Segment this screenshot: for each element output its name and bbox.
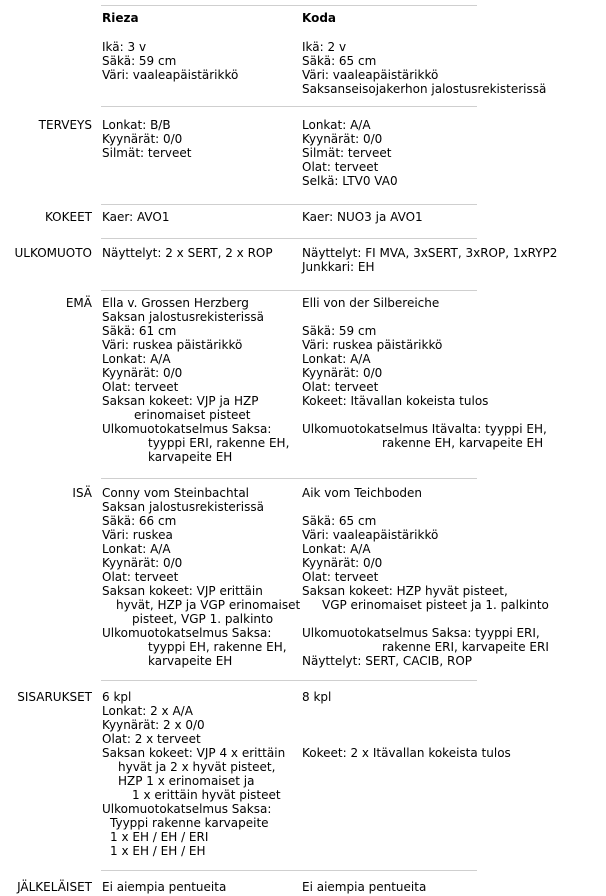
cell-line: Selkä: LTV0 VA0 bbox=[302, 174, 398, 188]
cell-line: Näyttelyt: 2 x SERT, 2 x ROP bbox=[102, 246, 273, 260]
cell-line: Väri: ruskea bbox=[102, 528, 173, 542]
cell-line: Ella v. Grossen Herzberg bbox=[102, 296, 249, 310]
ulkomuoto-rieza bbox=[102, 246, 273, 260]
isa-koda bbox=[302, 486, 549, 668]
cell-line: 1 x EH / EH / ERI bbox=[110, 830, 209, 844]
cell-line: Silmät: terveet bbox=[102, 146, 192, 160]
cell-gap bbox=[302, 732, 511, 746]
cell-line: Olat: terveet bbox=[302, 160, 379, 174]
isa-rieza bbox=[102, 486, 300, 668]
cell-line: Ulkomuotokatselmus Saksa: bbox=[102, 626, 272, 640]
row-label-terveys: TERVEYS bbox=[38, 118, 92, 132]
basic-koda bbox=[302, 40, 546, 96]
cell-line: Kyynärät: 0/0 bbox=[302, 366, 383, 380]
cell-line: Lonkat: A/A bbox=[302, 352, 371, 366]
cell-gap bbox=[302, 718, 511, 732]
cell-line: Näyttelyt: SERT, CACIB, ROP bbox=[302, 654, 473, 668]
cell-line: Kyynärät: 0/0 bbox=[302, 132, 383, 146]
cell-line: Ulkomuotokatselmus Itävalta: tyyppi EH, bbox=[302, 422, 547, 436]
separator bbox=[101, 204, 477, 205]
jalkelaiset-koda bbox=[302, 880, 426, 894]
cell-line: Saksan kokeet: VJP 4 x erittäin bbox=[102, 746, 286, 760]
cell-line: Saksan jalostusrekisterissä bbox=[102, 310, 264, 324]
cell-line: Lonkat: B/B bbox=[102, 118, 171, 132]
separator bbox=[101, 478, 477, 479]
cell-line: 1 x erittäin hyvät pisteet bbox=[132, 788, 281, 802]
ema-rieza bbox=[102, 296, 289, 464]
cell-line: Olat: terveet bbox=[302, 380, 379, 394]
cell-line: Aik vom Teichboden bbox=[302, 486, 423, 500]
cell-line: Lonkat: A/A bbox=[302, 542, 371, 556]
separator bbox=[101, 106, 477, 107]
kokeet-rieza bbox=[102, 210, 170, 224]
cell-line: Lonkat: A/A bbox=[302, 118, 371, 132]
cell-line: karvapeite EH bbox=[148, 450, 233, 464]
cell-line: hyvät, HZP ja VGP erinomaiset bbox=[116, 598, 301, 612]
cell-line: rakenne ERI, karvapeite ERI bbox=[382, 640, 549, 654]
cell-line: Väri: ruskea päistärikkö bbox=[102, 338, 243, 352]
separator bbox=[101, 870, 477, 871]
cell-line: Säkä: 59 cm bbox=[302, 324, 377, 338]
cell-line: Kyynärät: 0/0 bbox=[102, 556, 183, 570]
ulkomuoto-koda bbox=[302, 246, 557, 274]
cell-line: Ulkomuotokatselmus Saksa: bbox=[102, 422, 272, 436]
cell-line: Säkä: 66 cm bbox=[102, 514, 177, 528]
separator bbox=[101, 680, 477, 681]
cell-line: Ulkomuotokatselmus Saksa: bbox=[102, 802, 272, 816]
row-label-kokeet: KOKEET bbox=[44, 210, 92, 224]
cell-line: Ikä: 2 v bbox=[302, 40, 347, 54]
cell-line: Ei aiempia pentueita bbox=[102, 880, 227, 894]
cell-line: Elli von der Silbereiche bbox=[302, 296, 440, 310]
column-header-rieza: Rieza bbox=[102, 11, 139, 25]
cell-line: Kyynärät: 2 x 0/0 bbox=[102, 718, 205, 732]
separator-top bbox=[101, 5, 477, 6]
kokeet-koda bbox=[302, 210, 423, 224]
cell-line: 1 x EH / EH / EH bbox=[110, 844, 206, 858]
cell-line: erinomaiset pisteet bbox=[134, 408, 251, 422]
cell-line: tyyppi EH, rakenne EH, bbox=[148, 640, 287, 654]
cell-line: Saksan jalostusrekisterissä bbox=[102, 500, 264, 514]
sisarukset-rieza bbox=[102, 690, 285, 858]
cell-line: Kyynärät: 0/0 bbox=[102, 132, 183, 146]
ema-koda bbox=[302, 296, 547, 450]
cell-line: Junkkari: EH bbox=[302, 260, 375, 274]
separator bbox=[101, 238, 477, 239]
cell-line: Säkä: 65 cm bbox=[302, 54, 377, 68]
cell-line: Kaer: AVO1 bbox=[102, 210, 170, 224]
cell-line: Säkä: 59 cm bbox=[102, 54, 177, 68]
cell-line: 8 kpl bbox=[302, 690, 332, 704]
cell-line: Väri: ruskea päistärikkö bbox=[302, 338, 443, 352]
cell-gap bbox=[302, 500, 549, 514]
cell-line: Väri: vaaleapäistärikkö bbox=[102, 68, 239, 82]
cell-line: Saksan kokeet: VJP ja HZP bbox=[102, 394, 259, 408]
cell-line: Saksan kokeet: VJP erittäin bbox=[102, 584, 263, 598]
basic-rieza bbox=[102, 40, 238, 82]
cell-gap bbox=[302, 310, 547, 324]
cell-line: Conny vom Steinbachtal bbox=[102, 486, 250, 500]
cell-gap bbox=[302, 612, 549, 626]
cell-line: Säkä: 61 cm bbox=[102, 324, 177, 338]
row-label-isa: ISÄ bbox=[72, 486, 92, 500]
cell-line: Ikä: 3 v bbox=[102, 40, 147, 54]
row-label-sisarukset: SISARUKSET bbox=[17, 690, 92, 704]
cell-line: tyyppi ERI, rakenne EH, bbox=[148, 436, 290, 450]
row-label-jalkelaiset: JÄLKELÄISET bbox=[17, 880, 92, 894]
cell-line: Lonkat: 2 x A/A bbox=[102, 704, 193, 718]
cell-line: Saksanseisojakerhon jalostusrekisterissä bbox=[302, 82, 547, 96]
column-header-koda: Koda bbox=[302, 11, 337, 25]
cell-line: rakenne EH, karvapeite EH bbox=[382, 436, 544, 450]
cell-line: VGP erinomaiset pisteet ja 1. palkinto bbox=[322, 598, 549, 612]
cell-line: Lonkat: A/A bbox=[102, 352, 171, 366]
row-label-ulkomuoto: ULKOMUOTO bbox=[14, 246, 92, 260]
cell-line: karvapeite EH bbox=[148, 654, 233, 668]
cell-line: Näyttelyt: FI MVA, 3xSERT, 3xROP, 1xRYP2 bbox=[302, 246, 558, 260]
sisarukset-koda bbox=[302, 690, 511, 760]
cell-line: Ei aiempia pentueita bbox=[302, 880, 427, 894]
cell-line: hyvät ja 2 x hyvät pisteet, bbox=[118, 760, 276, 774]
cell-line: Kyynärät: 0/0 bbox=[102, 366, 183, 380]
row-label-ema: EMÄ bbox=[65, 296, 92, 310]
jalkelaiset-rieza bbox=[102, 880, 226, 894]
cell-line: Olat: terveet bbox=[102, 380, 179, 394]
cell-line: HZP 1 x erinomaiset ja bbox=[118, 774, 255, 788]
cell-line: Lonkat: A/A bbox=[102, 542, 171, 556]
cell-line: 6 kpl bbox=[102, 690, 132, 704]
cell-line: Olat: terveet bbox=[302, 570, 379, 584]
cell-line: Saksan kokeet: HZP hyvät pisteet, bbox=[302, 584, 508, 598]
cell-line: Kokeet: 2 x Itävallan kokeista tulos bbox=[302, 746, 511, 760]
terveys-koda bbox=[302, 118, 398, 188]
cell-line: Tyyppi rakenne karvapeite bbox=[110, 816, 269, 830]
separator bbox=[101, 290, 477, 291]
terveys-rieza bbox=[102, 118, 191, 160]
cell-line: Säkä: 65 cm bbox=[302, 514, 377, 528]
cell-line: Olat: 2 x terveet bbox=[102, 732, 201, 746]
cell-line: Olat: terveet bbox=[102, 570, 179, 584]
cell-line: Kokeet: Itävallan kokeista tulos bbox=[302, 394, 489, 408]
cell-gap bbox=[302, 704, 511, 718]
cell-line: Kaer: NUO3 ja AVO1 bbox=[302, 210, 423, 224]
cell-line: Väri: vaaleapäistärikkö bbox=[302, 528, 439, 542]
cell-line: Ulkomuotokatselmus Saksa: tyyppi ERI, bbox=[302, 626, 540, 640]
cell-line: Väri: vaaleapäistärikkö bbox=[302, 68, 439, 82]
cell-line: Silmät: terveet bbox=[302, 146, 392, 160]
cell-gap bbox=[302, 408, 547, 422]
cell-line: pisteet, VGP 1. palkinto bbox=[132, 612, 274, 626]
cell-line: Kyynärät: 0/0 bbox=[302, 556, 383, 570]
